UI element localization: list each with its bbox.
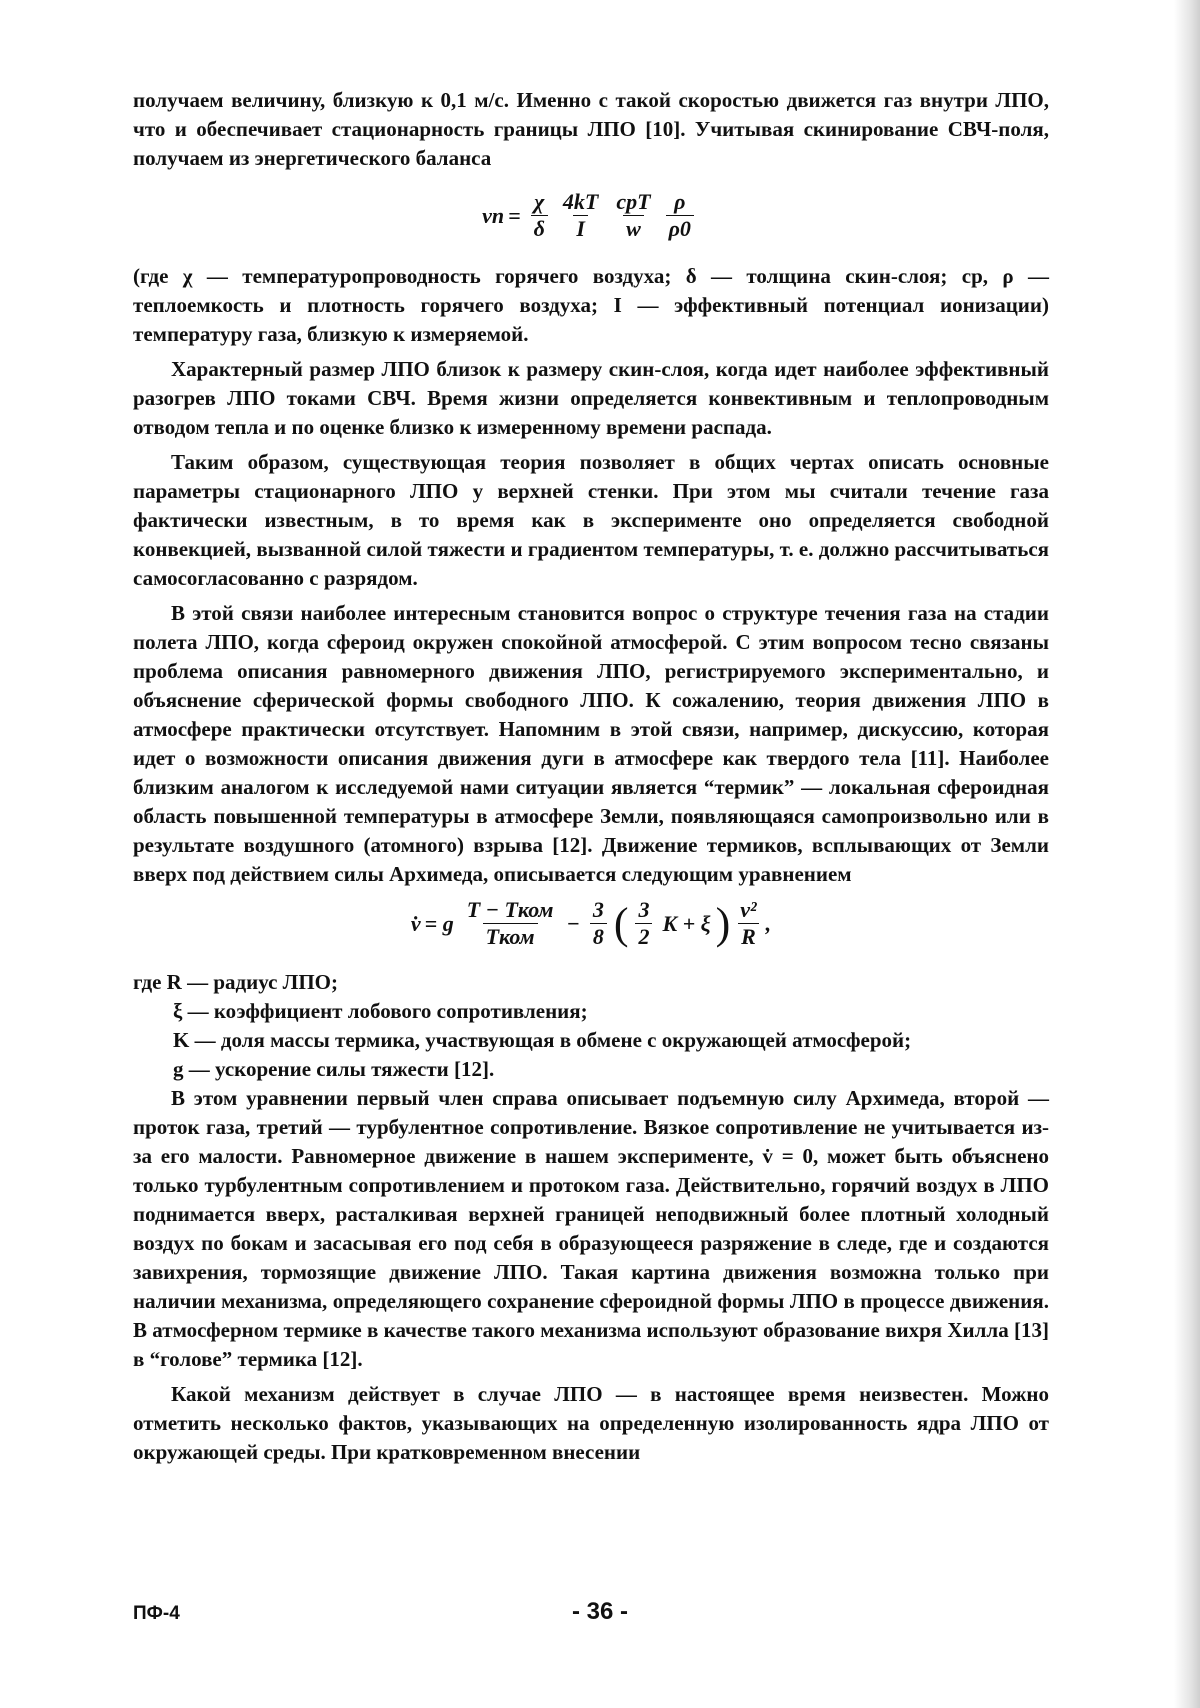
eq1-fraction-cpt-w <box>613 189 653 242</box>
eq2-f4-den: R <box>738 923 759 950</box>
paragraph-2: (где χ — температуропроводность горячего воздуха; δ — толщина скин-слоя; cp, ρ — теплоемкость и плотность горячего воздуха; I — эффективный потенциал ионизации) температуру газа, близкую к измеряемой. <box>133 264 1049 346</box>
eq2-fraction-3-2 <box>635 897 652 950</box>
eq2-left-paren: ( <box>613 898 629 948</box>
eq1-f3-den: w <box>623 215 644 242</box>
eq2-f2-num: 3 <box>592 897 604 922</box>
eq1-equals: = <box>508 203 521 228</box>
paragraph-7: Какой механизм действует в случае ЛПО — в настоящее время неизвестен. Можно отметить несколько фактов, указывающих на определенную изолированность ядра ЛПО от окружающей среды. При кратковременном внесении <box>133 1382 1049 1464</box>
eq2-f2-den: 8 <box>590 923 607 950</box>
eq1-f2-num: 4kT <box>562 189 599 214</box>
paragraph-1: получаем величину, близкую к 0,1 м/с. Именно с такой скоростью движется газ внутри ЛПО, что и обеспечивает стационарность границы ЛПО [10]. Учитывая скинирование СВЧ-поля, получаем из энергетического баланса <box>133 88 1049 170</box>
definition-k: K — доля массы термика, участвующая в обмене с окружающей атмосферой; <box>173 1028 912 1052</box>
definition-g: g — ускорение силы тяжести [12]. <box>173 1057 495 1081</box>
definition-xi: ξ — коэффициент лобового сопротивления; <box>173 999 588 1023</box>
eq1-f2-den: I <box>573 215 588 242</box>
eq2-k-plus-xi: K + ξ <box>662 911 711 936</box>
eq1-lhs: vп <box>482 203 505 228</box>
eq2-f1-den: Tком <box>483 923 538 950</box>
eq2-lhs: v̇ <box>410 911 421 936</box>
eq1-f4-den: ρ0 <box>666 215 694 242</box>
eq2-comma: , <box>765 911 772 936</box>
eq2-f3-den: 2 <box>635 923 652 950</box>
eq2-f4-num: v² <box>740 897 757 922</box>
page-edge-shadow <box>1174 0 1200 1708</box>
equation-thermal-motion <box>133 897 1049 950</box>
footer-label: ПФ-4 <box>133 1603 180 1624</box>
eq1-fraction-rho <box>666 189 694 242</box>
paragraph-4: Таким образом, существующая теория позволяет в общих чертах описать основные параметры стационарного ЛПО у верхней стенки. При этом мы считали течение газа фактически известным, в то время как в эксперименте оно определяется свободной конвекцией, вызванной силой тяжести и градиентом температуры, т. е. должно рассчитываться самосогласованно с разрядом. <box>133 450 1049 590</box>
eq2-fraction-3-8 <box>590 897 607 950</box>
paragraph-3: Характерный размер ЛПО близок к размеру скин-слоя, когда идет наиболее эффективный разогрев ЛПО токами СВЧ. Время жизни определяется конвективным и теплопроводным отводом тепла и по оценке близко к измеренному времени распада. <box>133 357 1049 439</box>
eq2-fraction-temperature <box>464 897 557 950</box>
eq2-minus: − <box>566 911 580 936</box>
eq1-fraction-4kt-i <box>560 189 601 242</box>
eq2-fraction-v2-r <box>737 897 759 950</box>
paragraph-5: В этой связи наиболее интересным становится вопрос о структуре течения газа на стадии полета ЛПО, когда сфероид окружен спокойной атмосферой. С этим вопросом тесно связаны проблема описания равномерного движения ЛПО, регистрируемого экспериментально, и объяснение сферической формы свободного ЛПО. К сожалению, теория движения ЛПО в атмосфере практически отсутствует. Напомним в этой связи, например, дискуссию, которая идет о возможности описания движения дуги в атмосфере как твердого тела [11]. Наиболее близким аналогом к исследуемой нами ситуации является “термик” — локальная сфероидная область повышенной температуры в атмосфере Земли, появляющаяся самопроизвольно или в результате воздушного (атомного) взрыва [12]. Движение термиков, всплывающих от Земли вверх под действием силы Архимеда, описывается следующим уравнением <box>133 601 1049 886</box>
definitions-list <box>133 968 1049 1084</box>
paragraph-6: В этом уравнении первый член справа описывает подъемную силу Архимеда, второй — проток газа, третий — турбулентное сопротивление. Вязкое сопротивление не учитывается из-за его малости. Равномерное движение в нашем эксперименте, v̇ = 0, может быть объяснено только турбулентным сопротивлением и протоком газа. Действительно, горячий воздух в ЛПО поднимается вверх, расталкивая верхней границей неподвижный более плотный холодный воздух по бокам и засасывая его под себя в образующееся разряжение в следе, где и создаются завихрения, тормозящие движение ЛПО. Такая картина движения возможна только при наличии механизма, определяющего сохранение сфероидной формы ЛПО в процессе движения. В атмосферном термике в качестве такого механизма используют образование вихря Хилла [13] в “голове” термика [12]. <box>133 1086 1049 1371</box>
eq1-fraction-chi-delta <box>531 189 548 242</box>
equation-velocity <box>133 189 1049 242</box>
eq2-right-paren: ) <box>715 898 731 948</box>
eq2-f1-num: T − Tком <box>466 897 554 922</box>
eq1-f4-num: ρ <box>674 189 686 214</box>
page-number: - 36 - <box>571 1598 628 1625</box>
eq1-f3-num: cpT <box>616 189 651 214</box>
eq1-f1-num: χ <box>534 189 545 214</box>
eq2-equals-g: = g <box>424 911 454 936</box>
eq2-f3-num: 3 <box>638 897 650 922</box>
body-text <box>133 86 1049 1467</box>
definition-r: где R — радиус ЛПО; <box>133 970 338 994</box>
eq1-f1-den: δ <box>531 215 548 242</box>
